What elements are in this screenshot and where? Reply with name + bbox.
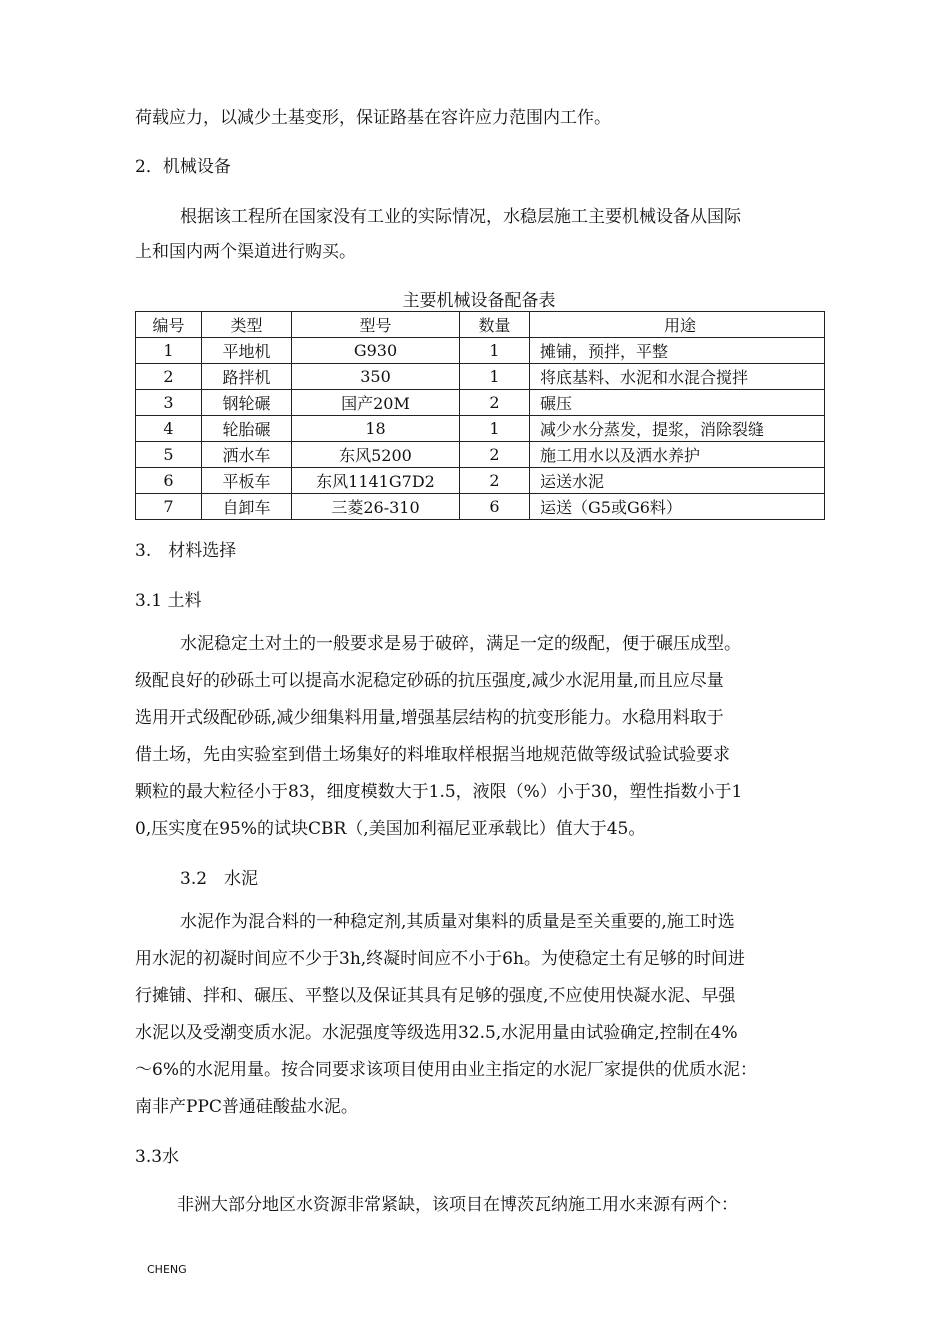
table-row	[136, 390, 825, 416]
subsection-heading: 3.3水	[135, 1147, 180, 1167]
table-cell: 运送水泥	[530, 468, 825, 494]
table-row	[136, 338, 825, 364]
table-cell: 2	[460, 442, 530, 468]
table-cell: 350	[292, 364, 460, 390]
paragraph-line: 行摊铺、拌和、碾压、平整以及保证其具有足够的强度,不应使用快凝水泥、早强	[135, 986, 736, 1006]
paragraph-line: 颗粒的最大粒径小于83，细度模数大于1.5，液限（%）小于30，塑性指数小于1	[135, 782, 743, 802]
paragraph-line: 非洲大部分地区水资源非常紧缺，该项目在博茨瓦纳施工用水来源有两个：	[177, 1195, 738, 1215]
table-cell: 国产20M	[292, 390, 460, 416]
table-row	[136, 364, 825, 390]
table-cell: 1	[460, 364, 530, 390]
table-row	[136, 416, 825, 442]
table-cell: 4	[136, 416, 202, 442]
paragraph-line: 0,压实度在95%的试块CBR（,美国加利福尼亚承载比）值大于45。	[135, 819, 646, 839]
paragraph-line: 荷载应力，以减少土基变形，保证路基在容许应力范围内工作。	[135, 108, 611, 128]
table-cell: 减少水分蒸发，提浆，消除裂缝	[530, 416, 825, 442]
header-cell: 编号	[136, 312, 202, 338]
section-heading: 3. 材料选择	[135, 541, 237, 561]
table-cell: 摊铺，预拌，平整	[530, 338, 825, 364]
table-cell: 路拌机	[202, 364, 292, 390]
paragraph-line: 根据该工程所在国家没有工业的实际情况，水稳层施工主要机械设备从国际	[180, 207, 741, 227]
table-cell: 3	[136, 390, 202, 416]
paragraph-line: 上和国内两个渠道进行购买。	[135, 242, 356, 262]
table-cell: 1	[136, 338, 202, 364]
table-cell: 6	[460, 494, 530, 520]
table-cell: 东风1141G7D2	[292, 468, 460, 494]
paragraph-line: 级配良好的砂砾土可以提高水泥稳定砂砾的抗压强度,减少水泥用量,而且应尽量	[135, 671, 724, 691]
table-cell: 平地机	[202, 338, 292, 364]
table-caption: 主要机械设备配备表	[402, 291, 556, 311]
table-cell: G930	[292, 338, 460, 364]
paragraph-line: ～6%的水泥用量。按合同要求该项目使用由业主指定的水泥厂家提供的优质水泥：	[135, 1060, 757, 1080]
table-row	[136, 494, 825, 520]
table-cell: 洒水车	[202, 442, 292, 468]
paragraph-line: 水泥作为混合料的一种稳定剂,其质量对集料的质量是至关重要的,施工时选	[180, 912, 735, 932]
paragraph-line: 南非产PPC普通硅酸盐水泥。	[135, 1097, 358, 1117]
paragraph-line: 水泥稳定土对土的一般要求是易于破碎，满足一定的级配，便于碾压成型。	[180, 634, 741, 654]
table-cell: 1	[460, 338, 530, 364]
table-cell: 6	[136, 468, 202, 494]
table-row	[136, 442, 825, 468]
table-cell: 2	[136, 364, 202, 390]
table-header-row	[136, 312, 825, 338]
table-cell: 碾压	[530, 390, 825, 416]
table-cell: 将底基料、水泥和水混合搅拌	[530, 364, 825, 390]
paragraph-line: 用水泥的初凝时间应不少于3h,终凝时间应不小于6h。为使稳定土有足够的时间进	[135, 949, 745, 969]
table-cell: 东风5200	[292, 442, 460, 468]
equipment-table	[135, 311, 825, 520]
subsection-heading: 3.2 水泥	[180, 869, 259, 889]
paragraph-line: 水泥以及受潮变质水泥。水泥强度等级选用32.5,水泥用量由试验确定,控制在4%	[135, 1023, 738, 1043]
table-cell: 运送（G5或G6料）	[530, 494, 825, 520]
table-cell: 三菱26-310	[292, 494, 460, 520]
table-cell: 18	[292, 416, 460, 442]
subsection-heading: 3.1 土料	[135, 591, 202, 611]
table-cell: 钢轮碾	[202, 390, 292, 416]
section-heading: 2．机械设备	[135, 157, 231, 177]
table-cell: 5	[136, 442, 202, 468]
paragraph-line: 选用开式级配砂砾,减少细集料用量,增强基层结构的抗变形能力。水稳用料取于	[135, 708, 724, 728]
header-cell: 用途	[530, 312, 825, 338]
header-cell: 型号	[292, 312, 460, 338]
header-cell: 类型	[202, 312, 292, 338]
table-cell: 施工用水以及洒水养护	[530, 442, 825, 468]
table-cell: 2	[460, 468, 530, 494]
table-cell: 1	[460, 416, 530, 442]
table-cell: 7	[136, 494, 202, 520]
table-cell: 自卸车	[202, 494, 292, 520]
table-cell: 平板车	[202, 468, 292, 494]
header-cell: 数量	[460, 312, 530, 338]
footer-text: CHENG	[147, 1263, 187, 1276]
table-row	[136, 468, 825, 494]
table-cell: 2	[460, 390, 530, 416]
paragraph-line: 借土场，先由实验室到借土场集好的料堆取样根据当地规范做等级试验试验要求	[135, 745, 730, 765]
table-cell: 轮胎碾	[202, 416, 292, 442]
